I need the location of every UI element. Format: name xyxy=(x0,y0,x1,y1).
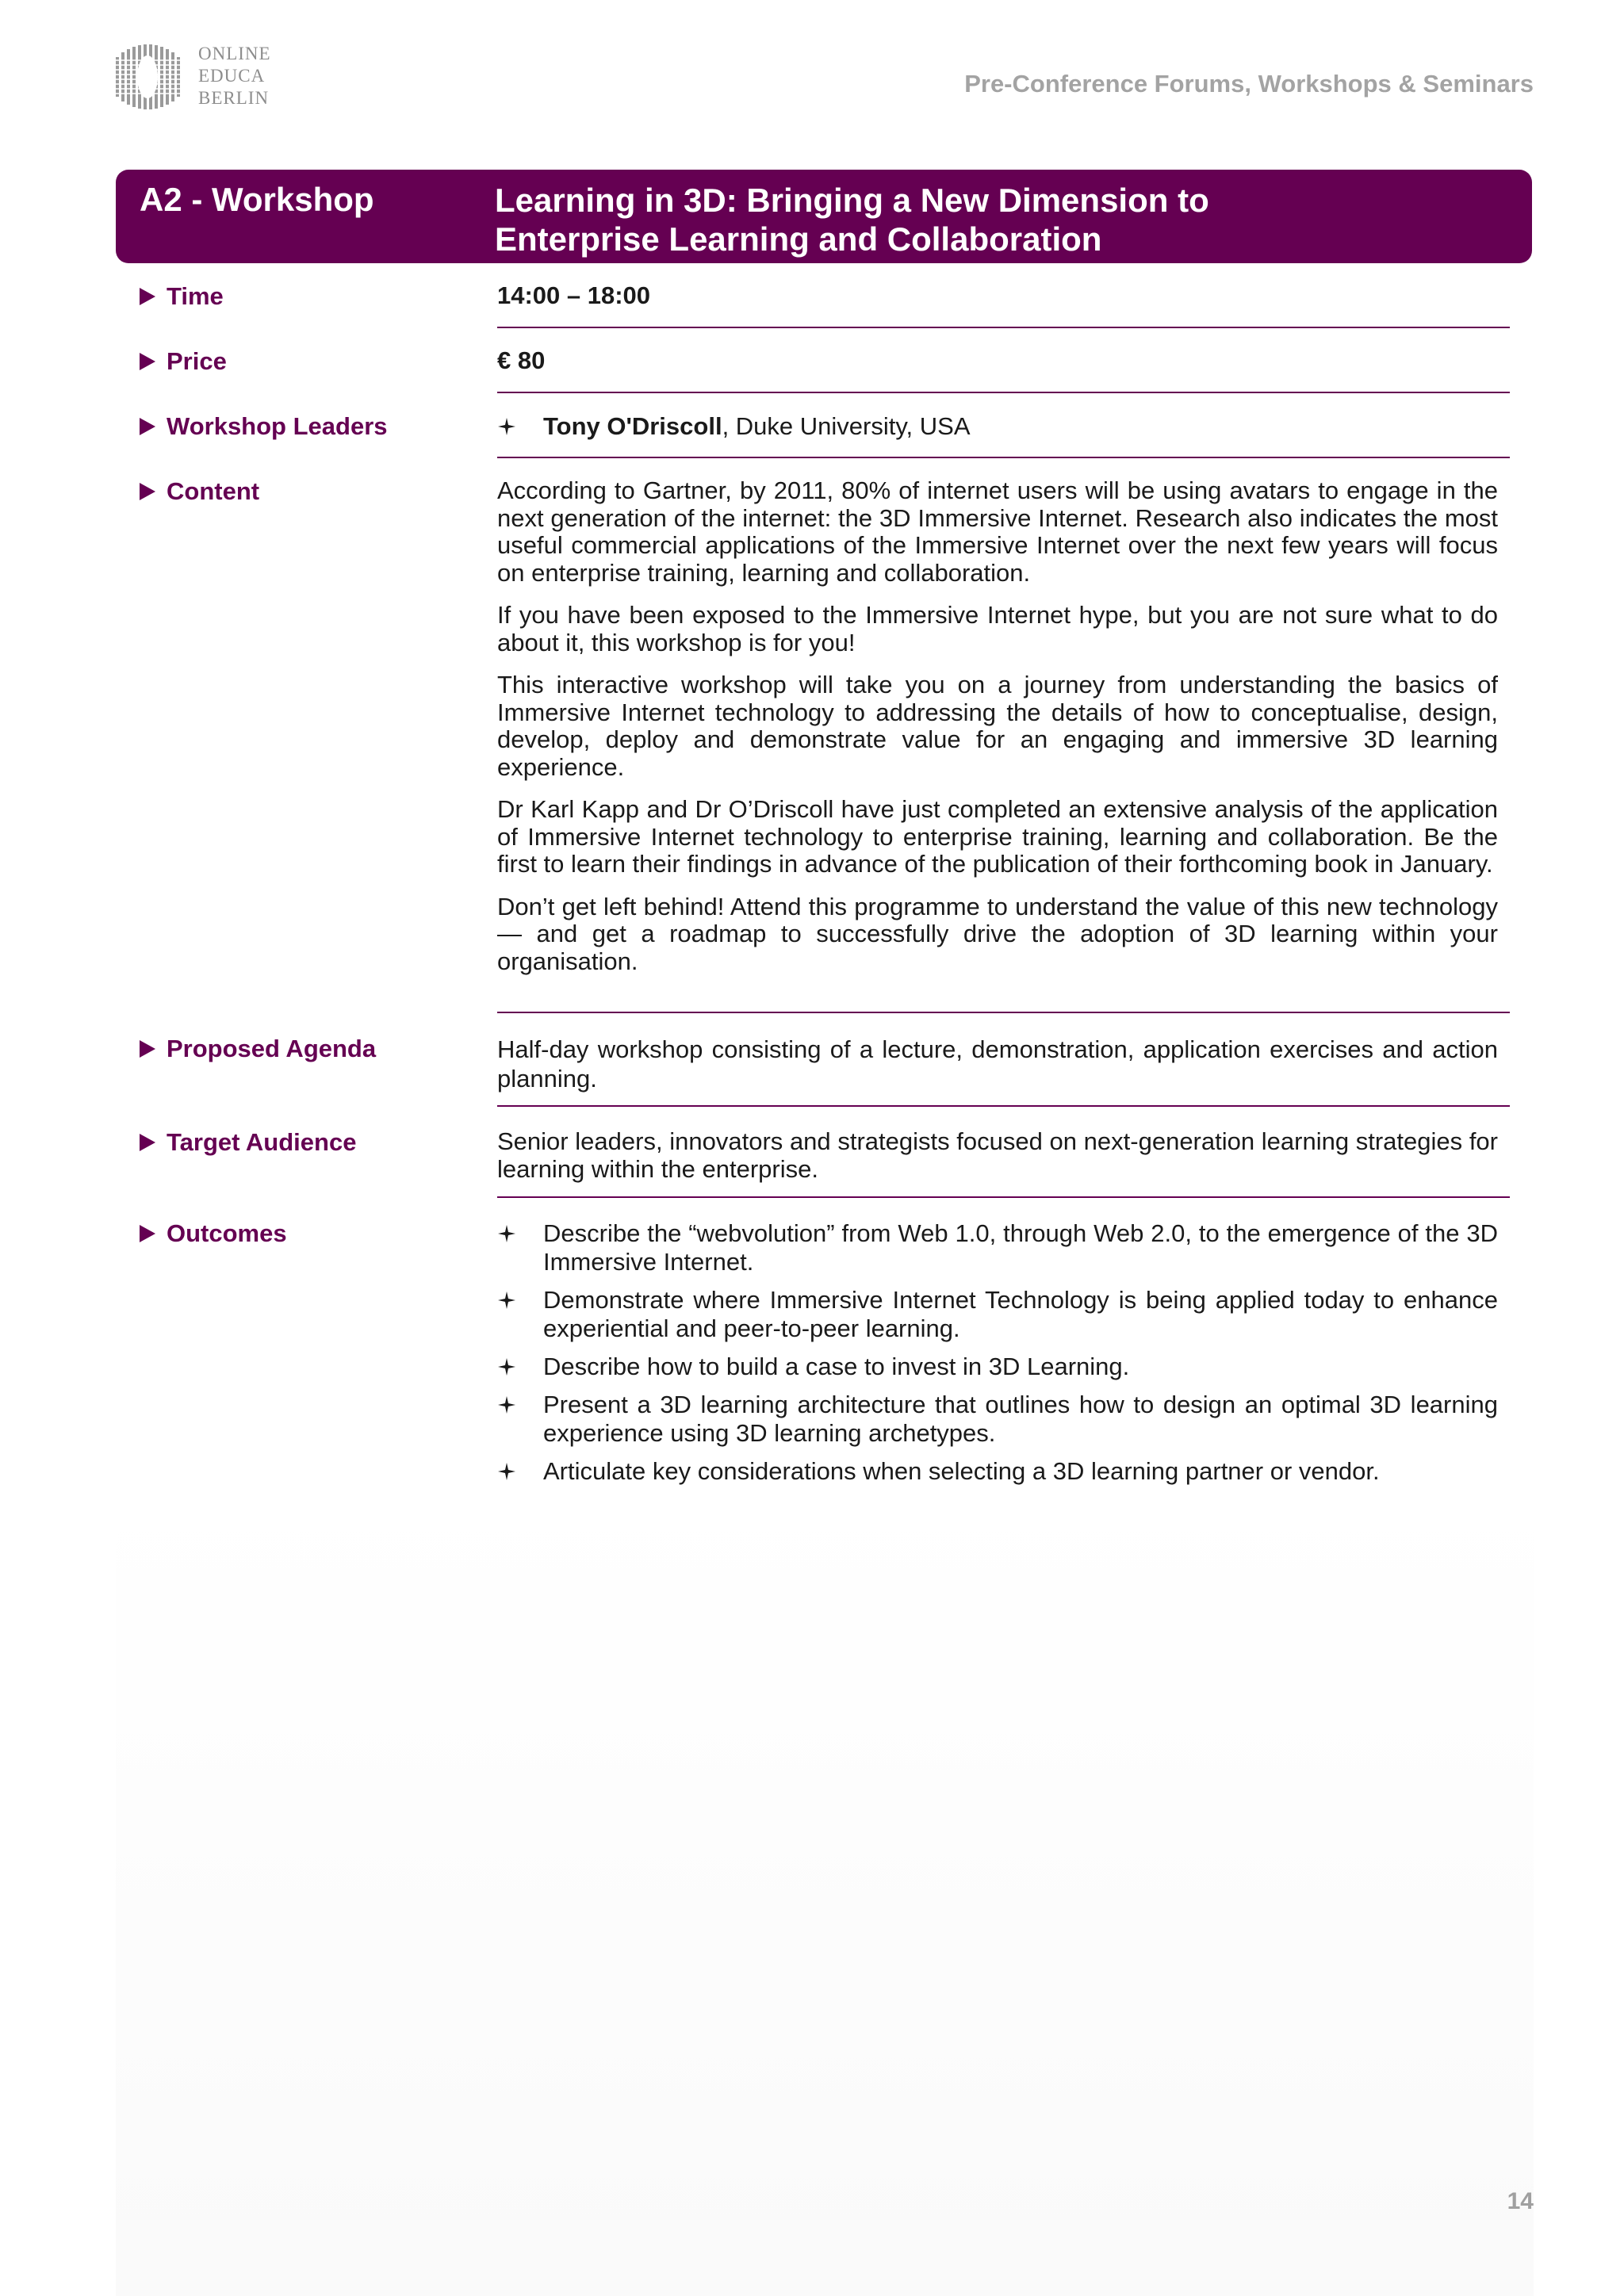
audience-label xyxy=(140,1128,356,1157)
divider xyxy=(497,1012,1510,1013)
workshop-code: A2 - Workshop xyxy=(140,181,374,218)
logo-wordmark xyxy=(198,43,271,109)
arrow-right-icon xyxy=(140,1134,155,1151)
logo-line-berlin: BERLIN xyxy=(198,88,270,108)
agenda-label xyxy=(140,1035,376,1063)
price-label xyxy=(140,347,227,376)
outcome-item xyxy=(497,1457,1498,1486)
workshop-title-line1: Learning in 3D: Bringing a New Dimension to xyxy=(495,182,1209,219)
price-value: € 80 xyxy=(497,346,546,374)
title-banner xyxy=(116,170,1532,263)
outcomes-list xyxy=(497,1219,1498,1495)
time-value: 14:00 – 18:00 xyxy=(497,281,651,309)
arrow-right-icon xyxy=(140,288,155,305)
divider xyxy=(497,1105,1510,1107)
page-number: 14 xyxy=(1507,2188,1534,2214)
arrow-right-icon xyxy=(140,353,155,370)
content-text xyxy=(497,477,1498,990)
star-bullet-icon xyxy=(497,1219,516,1248)
outcome-item xyxy=(497,1353,1498,1381)
audience-value: Senior leaders, innovators and strategists focused on next-generation learning strategies for learning within the enterprise. xyxy=(497,1127,1498,1183)
star-bullet-icon xyxy=(497,1391,516,1419)
leader-name: Tony O'Driscoll xyxy=(543,412,722,440)
page-background xyxy=(116,1490,1534,2296)
outcome-text: Demonstrate where Immersive Internet Technology is being applied today to enhance experiential and peer-to-peer learning. xyxy=(543,1286,1498,1342)
content-paragraph: Dr Karl Kapp and Dr O’Driscoll have just completed an extensive analysis of the application of Immersive Internet technology to enterprise training, learning and collaboration. Be the first to learn their findings in advance of the publication of their forthcoming book in January. xyxy=(497,795,1498,878)
audience-label-text: Target Audience xyxy=(167,1128,357,1156)
leaders-label-text: Workshop Leaders xyxy=(167,412,388,440)
outcome-text: Describe the “webvolution” from Web 1.0, through Web 2.0, to the emergence of the 3D Immersive Internet. xyxy=(543,1219,1498,1276)
price-label-text: Price xyxy=(167,347,227,375)
divider xyxy=(497,1196,1510,1198)
content-paragraph: If you have been exposed to the Immersive Internet hype, but you are not sure what to do about it, this workshop is for you! xyxy=(497,601,1498,656)
leader-affiliation: , Duke University, USA xyxy=(722,412,971,440)
time-label xyxy=(140,282,224,311)
content-paragraph: Don’t get left behind! Attend this programme to understand the value of this new technology — and get a roadmap to successfully drive the adoption of 3D learning within your organisation. xyxy=(497,892,1498,975)
outcome-item xyxy=(497,1286,1498,1343)
leaders-value xyxy=(497,412,1498,450)
workshop-title-line2: Enterprise Learning and Collaboration xyxy=(495,220,1102,258)
outcome-item xyxy=(497,1391,1498,1448)
logo-line-educa: EDUCA xyxy=(198,66,266,86)
agenda-value: Half-day workshop consisting of a lecture, demonstration, application exercises and action planning. xyxy=(497,1035,1498,1093)
divider xyxy=(497,457,1510,458)
divider xyxy=(497,327,1510,328)
star-bullet-icon xyxy=(497,1457,516,1486)
leader-item xyxy=(497,412,1498,441)
divider xyxy=(497,392,1510,393)
logo-mark-icon xyxy=(116,44,189,109)
content-paragraph: This interactive workshop will take you on a journey from understanding the basics of Immersive Internet technology to addressing the details of how to conceptualise, design, develop, deploy and demonstrate value for an engaging and immersive 3D learning experience. xyxy=(497,671,1498,781)
leaders-label xyxy=(140,412,388,441)
content-label-text: Content xyxy=(167,477,260,505)
arrow-right-icon xyxy=(140,1225,155,1242)
star-bullet-icon xyxy=(497,1286,516,1314)
arrow-right-icon xyxy=(140,483,155,500)
workshop-title xyxy=(495,181,1209,258)
star-bullet-icon xyxy=(497,1353,516,1381)
star-bullet-icon xyxy=(497,412,516,441)
outcome-item xyxy=(497,1219,1498,1276)
outcomes-label-text: Outcomes xyxy=(167,1219,287,1247)
content-label xyxy=(140,477,259,506)
content-paragraph: According to Gartner, by 2011, 80% of internet users will be using avatars to engage in the next generation of the internet: the 3D Immersive Internet. Research also indicates the most useful commercial applications of the Immersive Internet over the next few years will focus on enterprise training, learning and collaboration. xyxy=(497,476,1498,587)
outcome-text: Articulate key considerations when selecting a 3D learning partner or vendor. xyxy=(543,1457,1380,1485)
arrow-right-icon xyxy=(140,418,155,435)
header-caption: Pre-Conference Forums, Workshops & Seminars xyxy=(964,70,1534,98)
time-label-text: Time xyxy=(167,282,224,310)
outcome-text: Describe how to build a case to invest in 3D Learning. xyxy=(543,1353,1130,1380)
agenda-label-text: Proposed Agenda xyxy=(167,1035,377,1062)
arrow-right-icon xyxy=(140,1040,155,1058)
outcome-text: Present a 3D learning architecture that outlines how to design an optimal 3D learning experience using 3D learning archetypes. xyxy=(543,1391,1498,1447)
logo-line-online: ONLINE xyxy=(198,44,271,63)
online-educa-logo xyxy=(116,41,290,113)
outcomes-label xyxy=(140,1219,287,1248)
